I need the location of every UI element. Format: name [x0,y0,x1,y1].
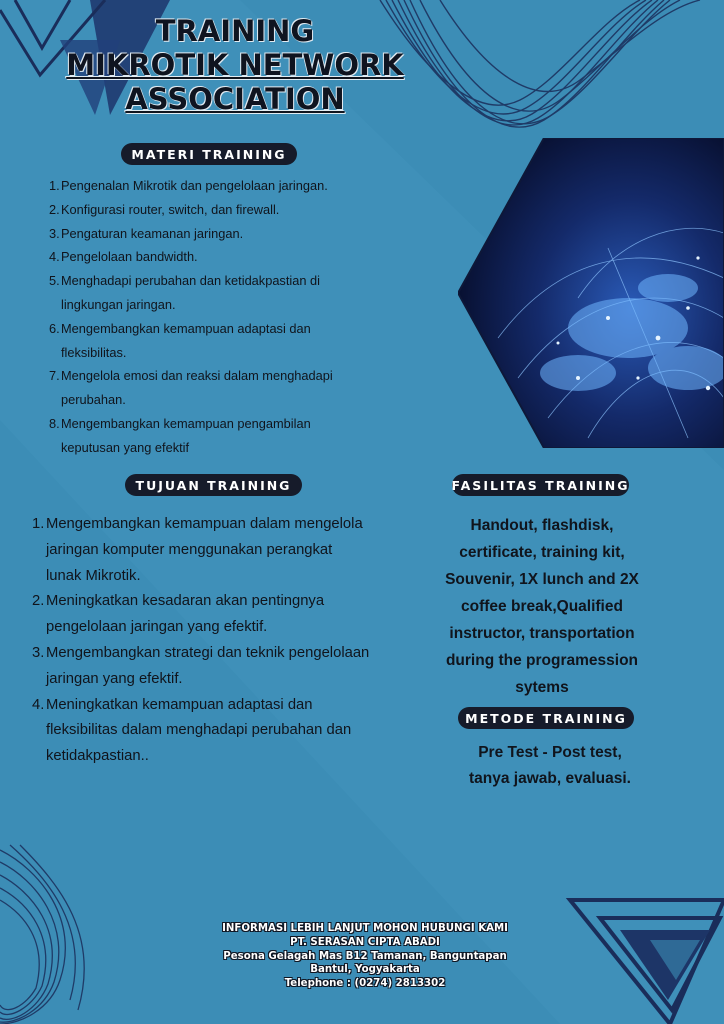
metode-training-text: Pre Test - Post test, tanya jawab, evaluasi. [469,744,631,787]
list-item: 2. Konfigurasi router, switch, dan firewall. [49,201,280,217]
contact-info [200,922,530,991]
tujuan-training-heading: TUJUAN TRAINING [125,474,302,496]
title-line-2: MIKROTIK NETWORK [66,48,404,82]
list-item: 8. Mengembangkan kemampuan pengambilan keputusan yang efektif [49,415,311,455]
title-line-1: TRAINING [155,14,315,48]
list-item: 4. Pengelolaan bandwidth. [49,249,198,265]
contact-address: Pesona Gelagah Mas B12 Tamanan, Banguntapan [223,950,507,962]
list-item: 3. Mengembangkan strategi dan teknik pengelolaan jaringan yang efektif. [32,644,370,687]
contact-company: PT. SERASAN CIPTA ABADI [290,936,440,948]
list-item: 3. Pengaturan keamanan jaringan. [49,225,244,241]
page-title [40,14,430,116]
list-item: 1. Pengenalan Mikrotik dan pengelolaan jaringan. [49,178,328,193]
metode-training-heading: METODE TRAINING [458,707,634,729]
tujuan-training-list [30,512,410,770]
title-line-3: ASSOCIATION [125,82,345,116]
list-item: 2. Meningkatkan kesadaran akan pentingnya pengelolaan jaringan yang efektif. [32,593,325,636]
materi-training-list [45,174,365,460]
contact-line-info: INFORMASI LEBIH LANJUT MOHON HUBUNGI KAMI [222,923,508,934]
contact-city: Bantul, Yogyakarta [310,964,420,976]
network-globe-image [458,138,724,448]
list-item: 5. Menghadapi perubahan dan ketidakpastian di lingkungan jaringan. [49,273,320,312]
list-item: 4. Meningkatkan kemampuan adaptasi dan fleksibilitas dalam menghadapi perubahan dan ketidakpastian.. [32,696,352,765]
contact-telephone: Telephone : (0274) 2813302 [284,978,446,990]
fasilitas-training-text: Handout, flashdisk, certificate, training kit, Souvenir, 1X lunch and 2X coffee break,Qualified instructor, transportation during the programession sytems [445,517,639,696]
fasilitas-training-heading: FASILITAS TRAINING [452,474,629,496]
list-item: 6. Mengembangkan kemampuan adaptasi dan fleksibilitas. [49,320,311,360]
list-item: 7. Mengelola emosi dan reaksi dalam menghadapi perubahan. [49,368,333,408]
materi-training-heading: MATERI TRAINING [121,143,297,165]
list-item: 1. Mengembangkan kemampuan dalam mengelola jaringan komputer menggunakan perangkat lunak Mikrotik. [32,516,363,584]
